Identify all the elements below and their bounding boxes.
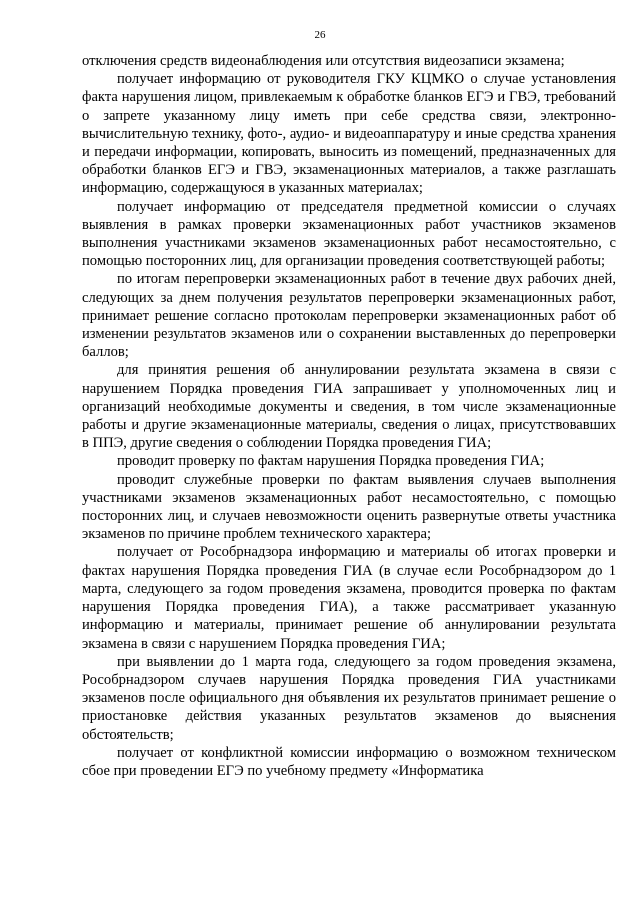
paragraph: получает от конфликтной комиссии информацию о возможном техническом сбое при проведении ЕГЭ по учебному предмету «Информатика: [82, 744, 616, 779]
paragraph: получает от Рособрнадзора информацию и материалы об итогах проверки и фактах нарушения Порядка проведения ГИА (в случае если Рособрнадзором до 1 марта, следующего за годом проведения экзамена, проводится проверка по фактам нарушения Порядка проведения ГИА), а также рассматривает указанную информацию и материалы, принимает решение об аннулировании результата экзамена в связи с нарушением Порядка проведения ГИА;: [82, 544, 616, 652]
paragraph: при выявлении до 1 марта года, следующего за годом проведения экзамена, Рособрнадзором случаев нарушения Порядка проведения ГИА участниками экзаменов после официального дня объявления их результатов принимает решение о приостановке действия указанных результатов экзаменов до выяснения обстоятельств;: [82, 653, 616, 743]
body-text: [82, 52, 616, 780]
paragraph: получает информацию от руководителя ГКУ КЦМКО о случае установления факта нарушения лицом, привлекаемым к обработке бланков ЕГЭ и ГВЭ, требований о запрете указанному лицу иметь при себе средства связи, электронно-вычислительную технику, фото-, аудио- и видеоаппаратуру и иные средства хранения и передачи информации, копировать, выносить из помещений, предназначенных для обработки бланков ЕГЭ и ГВЭ, экзаменационных материалов, а также разглашать информацию, содержащуюся в указанных материалах;: [82, 71, 616, 197]
paragraph: отключения средств видеонаблюдения или отсутствия видеозаписи экзамена;: [82, 53, 565, 69]
page-number: 26: [314, 29, 326, 41]
paragraph: проводит проверку по фактам нарушения Порядка проведения ГИА;: [117, 453, 545, 470]
paragraph: для принятия решения об аннулировании результата экзамена в связи с нарушением Порядка проведения ГИА запрашивает у уполномоченных лиц и организаций необходимые документы и сведения, в том числе экзаменационные работы и другие экзаменационные материалы, сведения о лицах, присутствовавших в ППЭ, другие сведения о соблюдении Порядка проведения ГИА;: [82, 362, 616, 452]
paragraph: получает информацию от председателя предметной комиссии о случаях выявления в рамках проверки экзаменационных работ участников экзаменов выполнения участниками экзаменов экзаменационных работ несамостоятельно, с помощью посторонних лиц, для организации проведения соответствующей работы;: [82, 198, 616, 270]
paragraph: проводит служебные проверки по фактам выявления случаев выполнения участниками экзаменов экзаменационных работ несамостоятельно, с помощью посторонних лиц, и случаев невозможности оценить развернутые ответы участника экзаменов по причине проблем технического характера;: [82, 471, 616, 543]
paragraph: по итогам перепроверки экзаменационных работ в течение двух рабочих дней, следующих за днем получения результатов перепроверки экзаменационных работ, принимает решение согласно протоколам перепроверки экзаменационных работ об изменении результатов экзаменов или о сохранении выставленных до перепроверки баллов;: [82, 271, 616, 361]
